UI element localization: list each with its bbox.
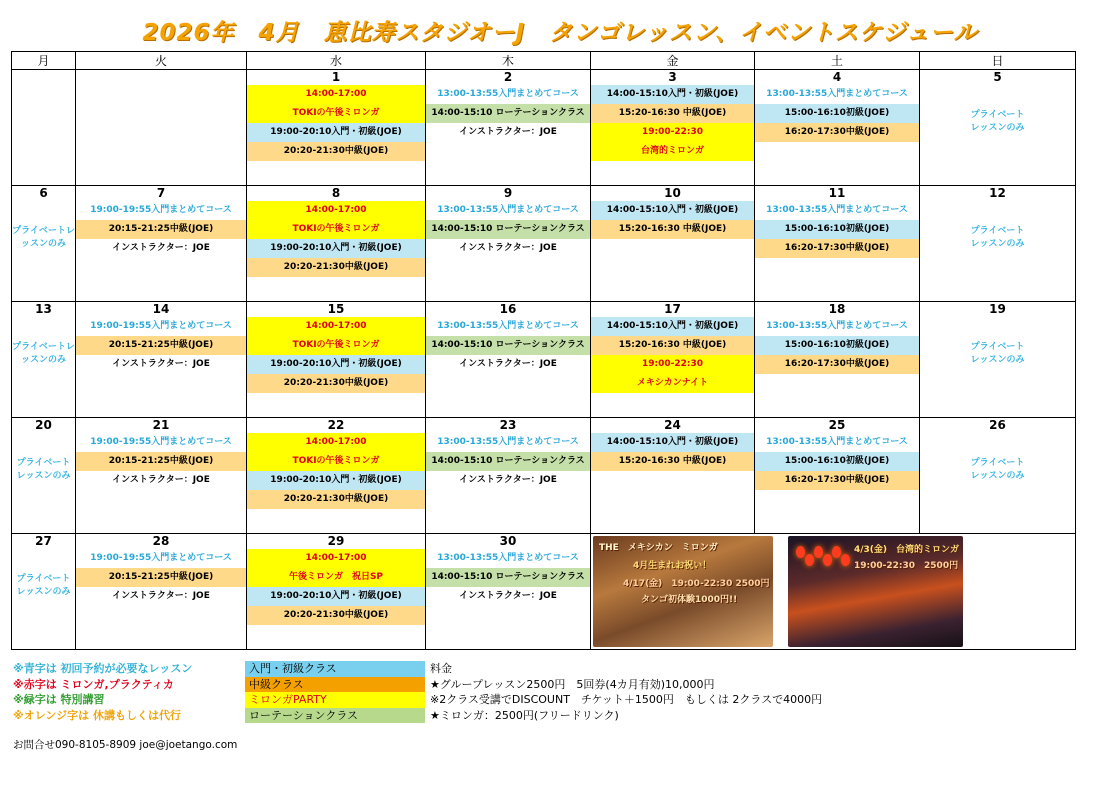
event-item[interactable]: 20:15-21:25中級(JOE) [76, 452, 246, 471]
day-number: 22 [327, 418, 345, 432]
color-legend-notes [13, 661, 192, 723]
day-number: 26 [989, 418, 1006, 432]
event-item[interactable]: 19:00-19:55入門まとめてコース [90, 437, 232, 447]
day-cell[interactable] [12, 534, 76, 650]
event-item[interactable]: 14:00-15:10 ローテーションクラス [426, 568, 590, 587]
event-item[interactable]: 13:00-13:55入門まとめてコース [766, 205, 908, 215]
day-number [12, 70, 75, 85]
flyer-text: 4/17(金) 19:00-22:30 2500円 [623, 579, 770, 589]
event-item[interactable]: 15:20-16:30 中級(JOE) [591, 452, 754, 471]
event-item[interactable]: 15:00-16:10初級(JOE) [755, 452, 919, 471]
price-line: ★ミロンガ：2500円(フリードリンク) [430, 708, 619, 722]
day-number: 25 [828, 418, 846, 432]
day-number: 12 [989, 186, 1006, 200]
event-item[interactable]: 13:00-13:55入門まとめてコース [437, 89, 579, 99]
day-number: 11 [828, 186, 846, 200]
week-row [12, 302, 1076, 418]
day-cell[interactable] [591, 418, 755, 534]
event-item[interactable]: TOKIの午後ミロンガ [247, 220, 425, 239]
day-cell[interactable] [76, 534, 247, 650]
flyer-text: 19:00-22:30 2500円 [854, 561, 959, 571]
day-number: 9 [503, 186, 513, 200]
day-number: 18 [828, 302, 846, 316]
event-item[interactable]: 20:15-21:25中級(JOE) [76, 336, 246, 355]
event-item[interactable]: 14:00-15:10入門・初級(JOE) [591, 317, 754, 336]
flyer-text: THE メキシカン ミロンガ [599, 543, 718, 553]
flyer-text: タンゴ初体験1000円!! [641, 595, 738, 605]
day-cell[interactable] [591, 302, 755, 418]
day-number: 10 [664, 186, 681, 200]
day-number: 19 [989, 302, 1006, 316]
private-lesson-note: プライベートレ ッスンのみ [12, 226, 75, 249]
flyer-text: 4/3(金) 台湾的ミロンガ [854, 545, 960, 555]
event-item[interactable]: 19:00-20:10入門・初級(JOE) [247, 239, 425, 258]
weekday-header: 月 [12, 52, 76, 70]
day-number: 23 [499, 418, 517, 432]
day-cell[interactable] [755, 70, 920, 186]
flyer-text: 4月生まれお祝い！ [633, 561, 712, 571]
event-item[interactable]: 14:00-17:00 [247, 201, 425, 220]
event-item[interactable]: インストラクター：JOE [459, 127, 557, 137]
day-cell[interactable] [76, 186, 247, 302]
legend-class-swatch: ローテーションクラス [245, 708, 425, 724]
event-item[interactable]: 19:00-20:10入門・初級(JOE) [247, 355, 425, 374]
class-color-legend [245, 661, 425, 723]
day-number: 14 [152, 302, 170, 316]
event-item[interactable]: TOKIの午後ミロンガ [247, 452, 425, 471]
day-number: 16 [499, 302, 517, 316]
event-item[interactable]: 19:00-19:55入門まとめてコース [90, 553, 232, 563]
event-item[interactable]: 午後ミロンガ 祝日SP [247, 568, 425, 587]
day-cell[interactable] [12, 418, 76, 534]
day-cell[interactable] [426, 186, 591, 302]
week-row [12, 534, 1076, 650]
event-item[interactable]: 20:15-21:25中級(JOE) [76, 568, 246, 587]
event-item[interactable]: 14:00-15:10 ローテーションクラス [426, 104, 590, 123]
day-cell[interactable] [247, 418, 426, 534]
price-list [430, 661, 822, 723]
day-number: 4 [832, 70, 842, 84]
event-item[interactable]: インストラクター：JOE [112, 243, 210, 253]
day-number: 27 [35, 534, 52, 548]
day-cell[interactable] [755, 418, 920, 534]
lantern-decoration [823, 554, 832, 566]
weekday-header-row [12, 52, 1076, 70]
lantern-decoration [832, 546, 841, 558]
weekday-header: 日 [920, 52, 1076, 70]
day-cell[interactable] [591, 186, 755, 302]
event-item[interactable]: 14:00-17:00 [247, 317, 425, 336]
day-cell[interactable] [426, 70, 591, 186]
private-lesson-note: プライベート レッスンのみ [970, 110, 1025, 133]
private-lesson-note: プライベートレ ッスンのみ [12, 342, 75, 365]
day-number: 5 [993, 70, 1002, 84]
legend-note: ※赤字は ミロンガ,プラクティカ [13, 677, 174, 691]
day-number: 29 [327, 534, 345, 548]
event-item[interactable]: インストラクター：JOE [112, 359, 210, 369]
event-item[interactable]: 19:00-22:30 [591, 123, 754, 142]
event-item[interactable]: 14:00-15:10入門・初級(JOE) [591, 85, 754, 104]
event-item[interactable]: 19:00-20:10入門・初級(JOE) [247, 471, 425, 490]
event-item[interactable]: 20:20-21:30中級(JOE) [247, 374, 425, 393]
legend-class-swatch: 入門・初級クラス [245, 661, 425, 677]
event-item[interactable]: 19:00-22:30 [591, 355, 754, 374]
day-cell[interactable] [12, 70, 76, 186]
day-number: 30 [499, 534, 517, 548]
event-item[interactable]: 14:00-15:10 ローテーションクラス [426, 336, 590, 355]
flyer-cell [591, 534, 1076, 650]
mexican-milonga-flyer[interactable] [593, 536, 773, 647]
day-number: 24 [664, 418, 681, 432]
day-cell[interactable] [76, 418, 247, 534]
price-line: ※2クラス受講でDISCOUNT チケット＋1500円 もしくは 2クラスで4000円 [430, 693, 823, 706]
event-item[interactable]: インストラクター：JOE [459, 591, 557, 601]
title-text: 2026年 4月 恵比寿スタジオーJ タンゴレッスン、イベントスケジュール [142, 20, 978, 46]
event-item[interactable]: 14:00-17:00 [247, 85, 425, 104]
lantern-decoration [841, 554, 850, 566]
day-number: 20 [35, 418, 52, 432]
private-lesson-note: プライベート レッスンのみ [970, 458, 1025, 481]
event-item[interactable]: インストラクター：JOE [459, 475, 557, 485]
event-item[interactable]: 14:00-15:10入門・初級(JOE) [591, 201, 754, 220]
day-number: 15 [327, 302, 345, 316]
event-item[interactable]: 13:00-13:55入門まとめてコース [437, 205, 579, 215]
event-item[interactable]: 15:00-16:10初級(JOE) [755, 104, 919, 123]
day-number: 8 [331, 186, 341, 200]
weekday-header: 土 [755, 52, 920, 70]
event-item[interactable]: 20:20-21:30中級(JOE) [247, 258, 425, 277]
legend-note: ※緑字は 特別講習 [13, 693, 105, 706]
day-cell[interactable] [755, 302, 920, 418]
event-item[interactable]: 台湾的ミロンガ [591, 142, 754, 161]
day-cell[interactable] [247, 534, 426, 650]
event-item[interactable]: 13:00-13:55入門まとめてコース [766, 321, 908, 331]
day-number: 1 [331, 70, 341, 84]
day-cell[interactable] [920, 302, 1076, 418]
day-cell[interactable] [12, 186, 76, 302]
event-item[interactable]: 16:20-17:30中級(JOE) [755, 471, 919, 490]
day-cell[interactable] [426, 418, 591, 534]
event-item[interactable]: 15:20-16:30 中級(JOE) [591, 336, 754, 355]
page-title [0, 14, 1120, 44]
day-number: 17 [664, 302, 681, 316]
week-row [12, 70, 1076, 186]
event-item[interactable]: 14:00-15:10 ローテーションクラス [426, 452, 590, 471]
day-cell[interactable] [591, 70, 755, 186]
event-item[interactable]: 13:00-13:55入門まとめてコース [437, 437, 579, 447]
event-item[interactable]: 16:20-17:30中級(JOE) [755, 355, 919, 374]
lantern-decoration [805, 554, 814, 566]
day-number [76, 70, 246, 85]
weekday-header: 火 [76, 52, 247, 70]
week-row [12, 186, 1076, 302]
legend-class-swatch: ミロンガPARTY [245, 692, 425, 708]
event-item[interactable]: TOKIの午後ミロンガ [247, 104, 425, 123]
private-lesson-note: プライベート レッスンのみ [970, 342, 1025, 365]
event-item[interactable]: TOKIの午後ミロンガ [247, 336, 425, 355]
day-cell[interactable] [920, 70, 1076, 186]
day-number: 6 [39, 186, 48, 200]
event-item[interactable]: 14:00-15:10入門・初級(JOE) [591, 433, 754, 452]
weekday-header: 木 [426, 52, 591, 70]
event-item[interactable]: 19:00-20:10入門・初級(JOE) [247, 587, 425, 606]
calendar-table [11, 51, 1076, 650]
event-item[interactable]: 19:00-19:55入門まとめてコース [90, 205, 232, 215]
day-cell[interactable] [247, 70, 426, 186]
day-cell[interactable] [12, 302, 76, 418]
day-number: 2 [503, 70, 513, 84]
event-item[interactable]: 13:00-13:55入門まとめてコース [437, 553, 579, 563]
day-cell[interactable] [755, 186, 920, 302]
event-item[interactable]: 20:15-21:25中級(JOE) [76, 220, 246, 239]
day-cell[interactable] [247, 186, 426, 302]
price-line: 料金 [430, 662, 452, 675]
event-item[interactable]: 14:00-17:00 [247, 433, 425, 452]
taiwan-milonga-flyer[interactable] [788, 536, 963, 647]
event-item[interactable]: インストラクター：JOE [112, 591, 210, 601]
event-item[interactable]: 13:00-13:55入門まとめてコース [437, 321, 579, 331]
private-lesson-note: プライベート レッスンのみ [970, 226, 1025, 249]
day-number: 13 [35, 302, 52, 316]
legend-class-swatch: 中級クラス [245, 677, 425, 693]
lantern-decoration [814, 546, 823, 558]
event-item[interactable]: インストラクター：JOE [112, 475, 210, 485]
event-item[interactable]: 13:00-13:55入門まとめてコース [766, 89, 908, 99]
event-item[interactable]: 13:00-13:55入門まとめてコース [766, 437, 908, 447]
week-row [12, 418, 1076, 534]
day-number: 3 [668, 70, 677, 84]
weekday-header: 水 [247, 52, 426, 70]
day-cell[interactable] [920, 186, 1076, 302]
event-item[interactable]: 15:00-16:10初級(JOE) [755, 220, 919, 239]
day-cell[interactable] [76, 302, 247, 418]
event-item[interactable]: 14:00-15:10 ローテーションクラス [426, 220, 590, 239]
price-line: ★グループレッスン2500円 5回券(4カ月有効)10,000円 [430, 677, 715, 691]
day-cell[interactable] [426, 302, 591, 418]
private-lesson-note: プライベート レッスンのみ [16, 574, 71, 597]
day-cell[interactable] [920, 418, 1076, 534]
lantern-decoration [796, 546, 805, 558]
event-item[interactable]: 20:20-21:30中級(JOE) [247, 490, 425, 509]
event-item[interactable]: インストラクター：JOE [459, 359, 557, 369]
weekday-header: 金 [591, 52, 755, 70]
event-item[interactable]: 20:20-21:30中級(JOE) [247, 142, 425, 161]
event-item[interactable]: 19:00-19:55入門まとめてコース [90, 321, 232, 331]
private-lesson-note: プライベート レッスンのみ [16, 458, 71, 481]
event-item[interactable]: 20:20-21:30中級(JOE) [247, 606, 425, 625]
legend-note: ※オレンジ字は 休講もしくは代行 [13, 708, 181, 722]
event-item[interactable]: 15:20-16:30 中級(JOE) [591, 104, 754, 123]
day-number: 28 [152, 534, 170, 548]
day-cell[interactable] [76, 70, 247, 186]
day-cell[interactable] [247, 302, 426, 418]
day-number: 7 [156, 186, 166, 200]
event-item[interactable]: 16:20-17:30中級(JOE) [755, 123, 919, 142]
event-item[interactable]: 15:20-16:30 中級(JOE) [591, 220, 754, 239]
event-item[interactable]: 19:00-20:10入門・初級(JOE) [247, 123, 425, 142]
contact-info: お問合せ090-8105-8909 joe@joetango.com [13, 739, 238, 751]
event-item[interactable]: メキシカンナイト [591, 374, 754, 393]
day-number: 21 [152, 418, 170, 432]
day-cell[interactable] [426, 534, 591, 650]
legend-note: ※青字は 初回予約が必要なレッスン [13, 662, 193, 675]
event-item[interactable]: 16:20-17:30中級(JOE) [755, 239, 919, 258]
event-item[interactable]: 14:00-17:00 [247, 549, 425, 568]
event-item[interactable]: 15:00-16:10初級(JOE) [755, 336, 919, 355]
event-item[interactable]: インストラクター：JOE [459, 243, 557, 253]
